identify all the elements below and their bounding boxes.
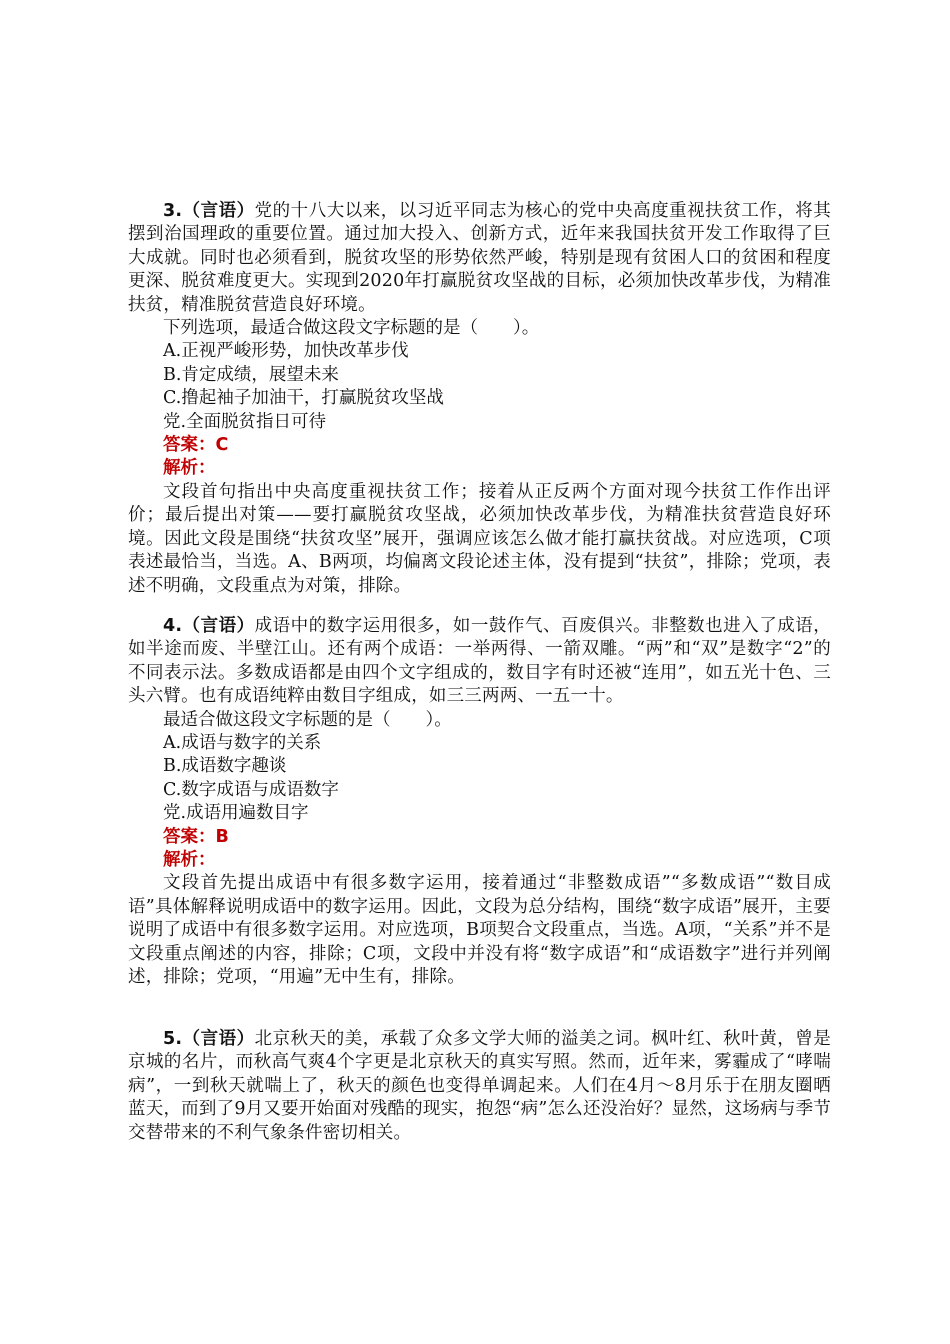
option-b: B.肯定成绩，展望未来 bbox=[163, 364, 339, 385]
stem-text: 党的十八大以来，以习近平同志为核心的党中央高度重视扶贫工作，将其摆到治国理政的重要位置。通过加大投入、创新方式，近年来我国扶贫开发工作取得了巨大成就。同时也必须看到，脱贫攻坚的形势依然严峻，特别是现有贫困人口的贫困和程度更深、脱贫难度更大。实现到2020年打赢脱贫攻坚战的目标，必须加快改革步伐，为精准扶贫，精准脱贫营造良好环境。 bbox=[128, 201, 831, 315]
stem-text: 北京秋天的美，承载了众多文学大师的溢美之词。枫叶红、秋叶黄，曾是京城的名片，而秋高气爽4个字更是北京秋天的真实写照。然而，近年来，雾霾成了“哮喘病”，一到秋天就喘上了，秋天的颜色也变得单调起来。人们在4月～8月乐于在朋友圈晒蓝天，而到了9月又要开始面对残酷的现实，抱怨“病”怎么还没治好？显然，这场病与季节交替带来的不利气象条件密切相关。 bbox=[128, 1029, 831, 1143]
question-tag: （言语） bbox=[182, 1029, 255, 1049]
option-c: C.撸起袖子加油干，打赢脱贫攻坚战 bbox=[163, 388, 444, 409]
question-prompt: 最适合做这段文字标题的是（ ）。 bbox=[163, 709, 452, 730]
analysis-text: 文段首句指出中央高度重视扶贫工作；接着从正反两个方面对现今扶贫工作作出评价；最后提出对策——要打赢脱贫攻坚战，必须加快改革步伐，为精准扶贫营造良好环境。因此文段是围绕“扶贫攻坚”展开，强调应该怎么做才能打赢扶贫战。对应选项，C项表述最恰当，当选。A、B两项，均偏离文段论述主体，没有提到“扶贫”，排除；党项，表述不明确，文段重点为对策，排除。 bbox=[128, 481, 831, 596]
question-tag: （言语） bbox=[182, 201, 255, 221]
option-c: C.数字成语与成语数字 bbox=[163, 779, 339, 800]
question-stem bbox=[128, 1028, 831, 1145]
option-d: 党.全面脱贫指日可待 bbox=[163, 411, 327, 432]
stem-text: 成语中的数字运用很多，如一鼓作气、百废俱兴。非整数也进入了成语，如半途而废、半壁江山。还有两个成语：一举两得、一箭双雕。“两”和“双”是数字“2”的不同表示法。多数成语都是由四个文字组成的，数目字有时还被“连用”，如五光十色、三头六臂。也有成语纯粹由数目字组成，如三三两两、一五一十。 bbox=[128, 616, 831, 707]
question-3 bbox=[128, 200, 831, 598]
analysis-label: 解析： bbox=[163, 458, 216, 479]
question-number: 3. bbox=[163, 201, 183, 221]
question-number: 5. bbox=[163, 1029, 183, 1049]
question-tag: （言语） bbox=[182, 616, 255, 636]
answer-label: 答案：B bbox=[163, 826, 229, 847]
option-a: A.正视严峻形势，加快改革步伐 bbox=[163, 341, 409, 362]
answer-label: 答案：C bbox=[163, 435, 229, 456]
analysis-text: 文段首先提出成语中有很多数字运用，接着通过“非整数成语”“多数成语”“数目成语”具体解释说明成语中的数字运用。因此，文段为总分结构，围绕“数字成语”展开，主要说明了成语中有很多数字运用。对应选项，B项契合文段重点，当选。A项，“关系”并不是文段重点阐述的内容，排除；C项，文段中并没有将“数字成语”和“成语数字”进行并列阐述，排除；党项，“用遍”无中生有，排除。 bbox=[128, 873, 831, 988]
question-number: 4. bbox=[163, 616, 183, 636]
option-d: 党.成语用遍数目字 bbox=[163, 803, 309, 824]
option-b: B.成语数字趣谈 bbox=[163, 756, 287, 777]
question-stem bbox=[128, 200, 831, 317]
question-prompt: 下列选项，最适合做这段文字标题的是（ ）。 bbox=[163, 318, 540, 339]
option-a: A.成语与数字的关系 bbox=[163, 733, 322, 754]
question-stem bbox=[128, 615, 831, 709]
analysis-label: 解析： bbox=[163, 850, 216, 871]
question-4 bbox=[128, 615, 831, 990]
question-5 bbox=[128, 1028, 831, 1145]
